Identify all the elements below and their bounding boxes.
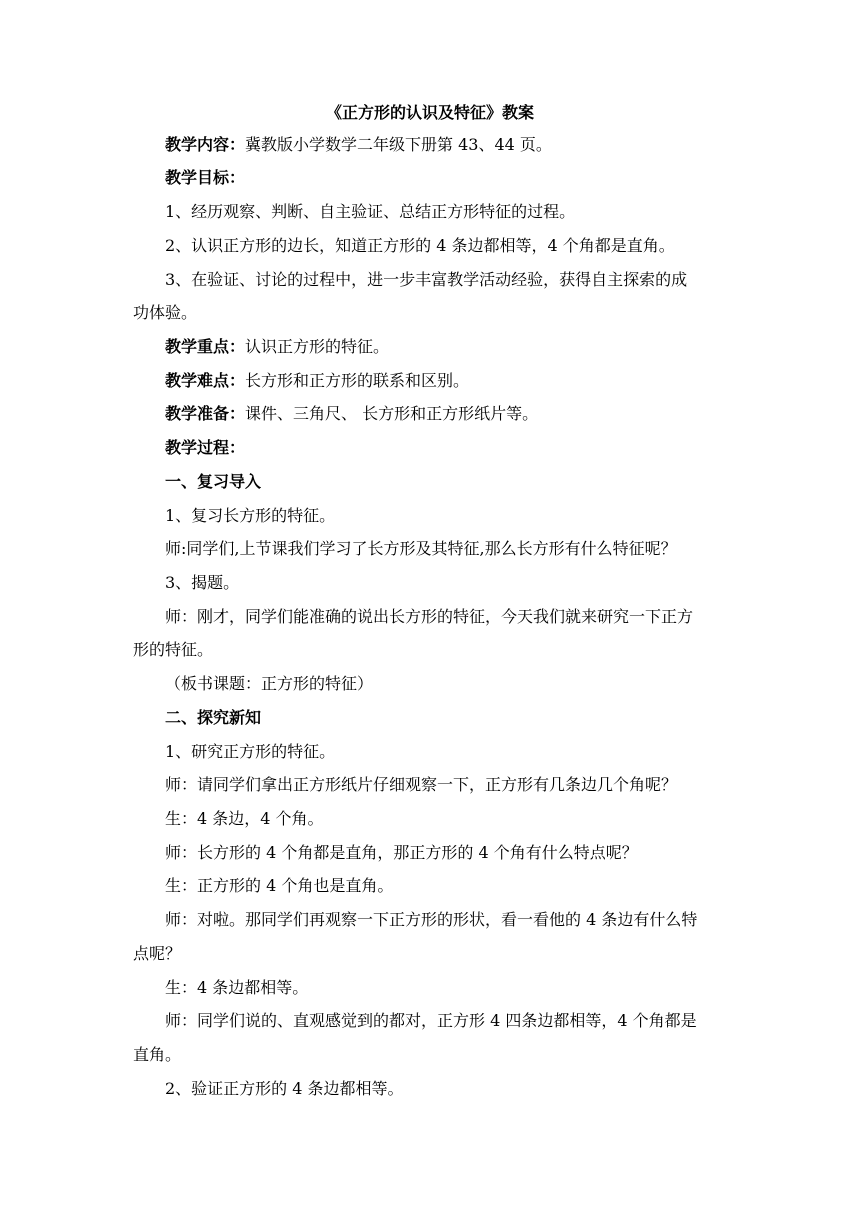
section-1-item-1: 1、复习长方形的特征。 — [165, 506, 336, 525]
key-point-label: 教学重点： — [165, 337, 246, 356]
section-2-teacher-3-line-2: 点呢？ — [133, 944, 182, 963]
section-1-teacher-2-line-2: 形的特征。 — [133, 640, 214, 659]
goal-2: 2、认识正方形的边长，知道正方形的 4 条边都相等，4 个角都是直角。 — [165, 236, 675, 255]
section-2-teacher-1: 师：请同学们拿出正方形纸片仔细观察一下，正方形有几条边几个角呢？ — [165, 775, 678, 794]
section-2-item-2: 2、验证正方形的 4 条边都相等。 — [165, 1079, 404, 1098]
section-2-student-2: 生：正方形的 4 个角也是直角。 — [165, 876, 394, 895]
section-1-heading: 一、复习导入 — [165, 472, 262, 491]
section-1-teacher-1: 师:同学们,上节课我们学习了长方形及其特征,那么长方形有什么特征呢？ — [165, 539, 677, 558]
teaching-content-value: 冀教版小学数学二年级下册第 43、44 页。 — [245, 135, 552, 154]
teaching-content — [165, 133, 552, 157]
section-2-teacher-4-line-1: 师：同学们说的、直观感觉到的都对，正方形 4 四条边都相等，4 个角都是 — [165, 1011, 697, 1030]
teaching-preparation — [165, 402, 538, 426]
section-2-student-1: 生：4 条边，4 个角。 — [165, 809, 324, 828]
section-2-teacher-4-line-2: 直角。 — [133, 1045, 182, 1064]
goal-1: 1、经历观察、判断、自主验证、总结正方形特征的过程。 — [165, 202, 576, 221]
key-point-value: 认识正方形的特征。 — [245, 337, 390, 356]
section-2-heading: 二、探究新知 — [165, 708, 262, 727]
section-2-student-3: 生：4 条边都相等。 — [165, 978, 309, 997]
preparation-value: 课件、三角尺、 长方形和正方形纸片等。 — [245, 404, 539, 423]
teaching-content-label: 教学内容： — [165, 135, 246, 154]
goal-3-line-1: 3、在验证、讨论的过程中，进一步丰富教学活动经验，获得自主探索的成 — [165, 270, 688, 289]
section-2-item-1: 1、研究正方形的特征。 — [165, 742, 336, 761]
goal-3-line-2: 功体验。 — [133, 303, 198, 322]
difficulty-value: 长方形和正方形的联系和区别。 — [245, 371, 470, 390]
section-1-teacher-2-line-1: 师：刚才，同学们能准确的说出长方形的特征，今天我们就来研究一下正方 — [165, 607, 694, 626]
section-2-teacher-3-line-1: 师：对啦。那同学们再观察一下正方形的形状，看一看他的 4 条边有什么特 — [165, 910, 698, 929]
teaching-process-heading: 教学过程： — [165, 438, 246, 457]
document-title: 《正方形的认识及特征》教案 — [325, 103, 534, 122]
board-title: （板书课题：正方形的特征） — [165, 674, 374, 693]
section-2-teacher-2: 师：长方形的 4 个角都是直角，那正方形的 4 个角有什么特点呢？ — [165, 843, 638, 862]
teaching-key-point — [165, 335, 389, 359]
section-1-item-3: 3、揭题。 — [165, 573, 240, 592]
difficulty-label: 教学难点： — [165, 371, 246, 390]
teaching-goals-heading: 教学目标： — [165, 168, 246, 187]
teaching-difficulty — [165, 369, 469, 393]
preparation-label: 教学准备： — [165, 404, 246, 423]
